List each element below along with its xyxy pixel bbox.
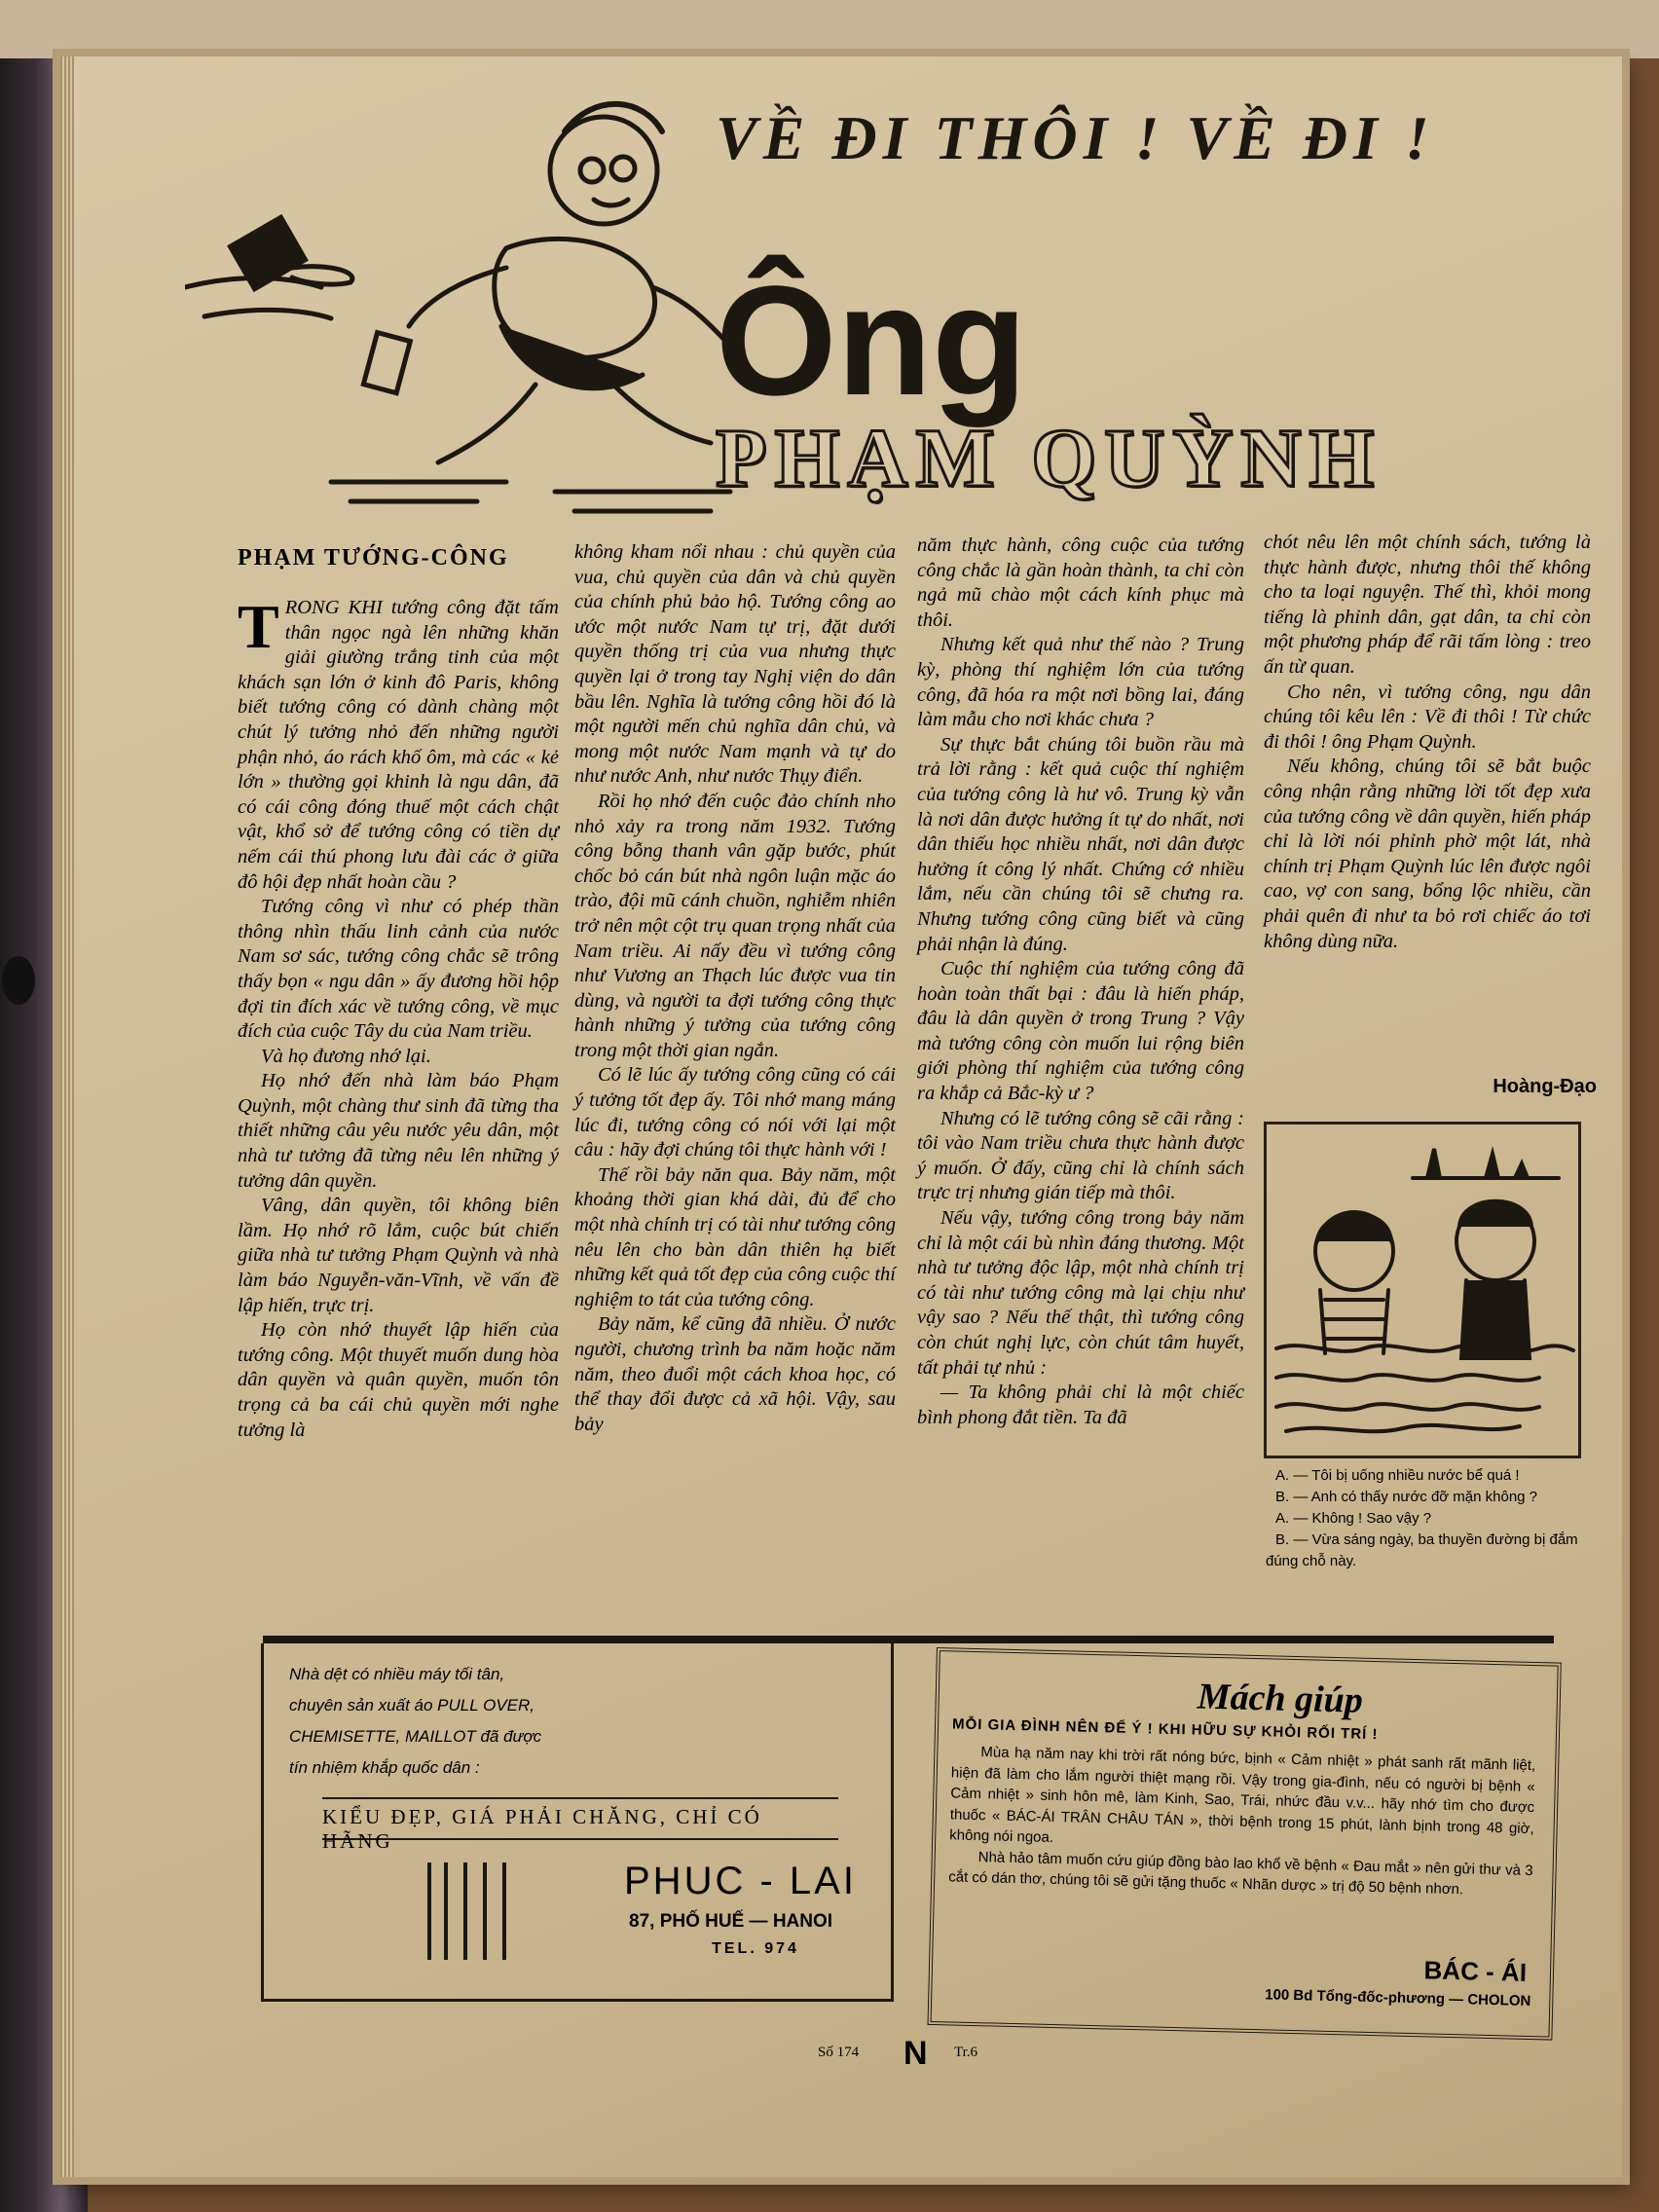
paragraph: năm thực hành, công cuộc của tướng công chắc là gần hoàn thành, ta chỉ còn ngả mũ chào một cách kính phục mà thôi. <box>917 535 1244 631</box>
paragraph: — Ta không phải chỉ là một chiếc bình phong đắt tiền. Ta đã <box>917 1382 1244 1428</box>
page-number: Tr.6 <box>954 2045 978 2060</box>
ad-brand-name: PHUC - LAI <box>624 1860 857 1902</box>
ad-address: 87, PHỐ HUẾ — HANOI <box>629 1911 833 1932</box>
paragraph: Rồi họ nhớ đến cuộc đảo chính nho nhỏ xảy ra trong năm 1932. Tướng công bỗng thanh vân gặp bước, phút chốc bỏ cán bút nhà ngôn luận mặc áo trào, đội mũ cánh chuồn, nghiễm nhiên trở nên một cột trụ quan trọng nhất của Nam triều. Ai nấy đều vì tướng công như Vương an Thạch lúc được vua tin dùng, và người ta đợi tướng công thực hành những ý tưởng của tướng công trong một thời gian ngắn. <box>574 790 896 1061</box>
issue-number: Số 174 <box>818 2045 860 2060</box>
paragraph: không kham nổi nhau : chủ quyền của vua, chủ quyền của dân và chủ quyền của chính phủ bảo hộ. Tướng công ao ước một nước Nam tự trị, đặt dưới quyền thống trị của vua nhưng thực quyền lại ở trong tay Nghị viện do dân bầu lên. Nghĩa là tướng công hồi đó là một người mến chủ nghĩa dân chủ, và mong một nước Nam mạnh và tự do như nước Anh, như nước Thụy điển. <box>574 541 896 788</box>
headline-title: Ông <box>716 253 1027 427</box>
ad-brand-name: BÁC - ÁI <box>1423 1955 1528 1987</box>
ad-paragraph: Nhà hảo tâm muốn cứu giúp đồng bào lao khổ về bệnh « Đau mắt » nên gửi thư và 3 cắt có dán thơ, chúng tôi sẽ gửi tặng thuốc « Nhãn dược » trị độ 50 bệnh nhơn. <box>948 1848 1533 1899</box>
background-surface <box>0 0 1659 58</box>
drop-cap: T <box>238 592 279 661</box>
section-divider <box>263 1636 1554 1643</box>
paragraph: Tướng công vì như có phép thần thông nhìn thấu linh cảnh của nước Nam sơ sác, tướng công chắc sẽ trông thấy bọn « ngu dân » ấy đương hồi hộp đợi tin đích xác về tướng công, về mục đích của cuộc Tây du của Nam triều. <box>238 896 559 1043</box>
paragraph: Thế rồi bảy năn qua. Bảy năm, một khoảng thời gian khá dài, đủ để cho một nhà chính trị có tài như tướng công nêu lên cho bàn dân thiên hạ biết những kết quả tốt đẹp của công cuộc thí nghiệm to tát của tướng công. <box>574 1163 896 1310</box>
ad-text-line: chuyên sản xuất áo PULL OVER, <box>289 1696 535 1714</box>
paragraph: chót nêu lên một chính sách, tướng là thực hành được, nhưng thôi thế không cho ta loại nguyện. Thế thì, khỏi mong tiếng là phỉnh dân, gạt dân, ta chỉ còn một phương pháp để rãi tấm lòng : treo ấn từ quan. <box>1264 532 1591 678</box>
paragraph: Nhưng kết quả như thế nào ? Trung kỳ, phòng thí nghiệm lớn của tướng công, đã hóa ra một nơi bồng lai, đáng làm mẫu cho nơi khác chưa ? <box>917 634 1244 731</box>
ad-text-line: Nhà dệt có nhiều máy tối tân, <box>289 1665 505 1683</box>
paragraph: TRONG KHI tướng công đặt tấm thân ngọc ngà lên những khăn giải giường trắng tinh của một khách sạn lớn ở kinh đô Paris, không biết tướng công có dành chàng một chút lý tưởng nhỏ đến những người phận nhỏ, áo rách khố ôm, mà các « kẻ lớn » thường gọi khinh là ngu dân, đã có cái công đóng thuế một cách chật vật, khổ sở để tướng công có tiền dự nếm cái thú phong lưu đài các ở giữa đô hội đẹp nhất hoàn cầu ? <box>238 592 559 893</box>
newspaper-logo-icon: N <box>903 2035 928 2072</box>
ad-text-line: CHEMISETTE, MAILLOT đã được <box>289 1727 542 1746</box>
paragraph: Sự thực bắt chúng tôi buồn rầu mà trả lời rằng : kết quả cuộc thí nghiệm của tướng công là hư vô. Trung kỳ vẫn là nơi dân được hưởng ít tự do nhất, nơi dân thiếu học nhiều nhất, nơi dân được hưởng ít công lý nhất. Chứng cớ nhiều lắm, nếu cần chúng tôi sẽ chưng ra. Nhưng tướng công cũng biết và cũng phải nhận là đúng. <box>917 733 1244 955</box>
article-column-1 <box>238 592 559 1613</box>
paragraph: Cho nên, vì tướng công, ngu dân chúng tôi kêu lên : Về đi thôi ! Từ chức đi thôi ! ông Phạm Quỳnh. <box>1264 681 1591 753</box>
ad-paragraph: Mùa hạ năm nay khi trời rất nóng bức, bịnh « Cảm nhiệt » phát sanh rất mãnh liệt, hiện đã làm cho lắm người thiệt mạng rồi. Vậy trong gia-đình, nếu có người bị bệnh « Cảm nhiệt » sinh hôn mê, làm Kinh, Sao, Trái, nhức đầu v.v... hãy nhớ tìm cho được thuốc « BÁC-ÁI TRÂN CHÂU TÁN », thời bệnh trong 15 phút, lành bịnh trong 48 giờ, không nói ngoa. <box>949 1744 1536 1846</box>
ad-title: Mách giúp <box>1197 1676 1364 1721</box>
author-signature: Hoàng-Đạo <box>1493 1076 1597 1097</box>
paragraph: Và họ đương nhớ lại. <box>261 1045 431 1067</box>
running-man-cartoon <box>185 92 750 521</box>
ad-address: 100 Bd Tổng-đốc-phương — CHOLON <box>1265 1986 1531 2010</box>
cartoon-caption <box>1266 1465 1582 1626</box>
caption-line: B. — Vừa sáng ngày, ba thuyền đường bị đắm đúng chỗ này. <box>1266 1531 1578 1569</box>
bac-ai-advertisement <box>928 1647 1562 2041</box>
paragraph: Họ còn nhớ thuyết lập hiến của tướng công. Một thuyết muốn dung hòa dân quyền và quân quyền, muốn tôn trọng cả ba cái chủ quyền mới nghe tưởng là <box>238 1319 559 1441</box>
paragraph: Nếu vậy, tướng công trong bảy năm chỉ là một cái bù nhìn đáng thương. Một nhà tư tưởng độc lập, một nhà chính trị có tài như tướng công mà lại chịu như vậy sao ? Nếu thế thật, thì tướng công còn chút nghị lực, còn chút tâm huyết, tất phải tự nhủ : <box>917 1207 1244 1379</box>
paragraph: Bảy năm, kể cũng đã nhiều. Ở nước người, chương trình ba năm hoặc năm năm, theo đuổi một cách khoa học, có thể thay đổi được cả xã hội. Vậy, sau bảy <box>574 1313 896 1435</box>
article-column-4 <box>1264 531 1591 1076</box>
page-footer <box>818 2035 1051 2074</box>
phuc-lai-advertisement <box>261 1643 894 2002</box>
swimmers-cartoon <box>1264 1122 1581 1458</box>
ad-slogan: KIỂU ĐẸP, GIÁ PHẢI CHĂNG, CHỈ CÓ HÃNG <box>322 1797 838 1840</box>
paragraph: Họ nhớ đến nhà làm báo Phạm Quỳnh, một chàng thư sinh đã từng tha thiết những câu yêu nước yêu dân, một nhà tư tưởng đã từng nêu lên những ý tưởng dân quyền. <box>238 1070 559 1192</box>
article-column-3 <box>917 534 1244 1614</box>
ad-body <box>947 1741 1536 1950</box>
headline-name: PHẠM QUỲNH <box>716 411 1382 504</box>
paragraph: Vâng, dân quyền, tôi không biên lầm. Họ nhớ rõ lắm, cuộc bút chiến giữa nhà tư tưởng Phạm Quỳnh và nhà làm báo Nguyễn-văn-Vĩnh, về vấn đề lập hiến, trực trị. <box>238 1195 559 1316</box>
ad-subtitle: MỖI GIA ĐÌNH NÊN ĐỂ Ý ! KHI HỮU SỰ KHỎI RỐI TRÍ ! <box>951 1715 1379 1744</box>
caption-line: A. — Không ! Sao vậy ? <box>1275 1510 1432 1527</box>
page-stack-edge <box>60 56 74 2177</box>
ad-telephone: TEL. 974 <box>712 1940 799 1957</box>
caption-line: A. — Tôi bị uống nhiều nước bể quá ! <box>1275 1467 1520 1484</box>
paragraph: Cuộc thí nghiệm của tướng công đã hoàn toàn thất bại : đâu là hiến pháp, đâu là dân quyền ở trong Trung ? Vậy mà tướng công còn muốn lui rộng biên giới phòng thí nghiệm của tướng công ra khắp cả Bắc-kỳ ư ? <box>917 958 1244 1105</box>
headline-kicker: VỀ ĐI THÔI ! VỀ ĐI ! <box>716 103 1435 172</box>
article-column-2 <box>574 540 896 1611</box>
paragraph: Nếu không, chúng tôi sẽ bắt buộc công nhận rằng những lời tốt đẹp xưa của tướng công về dân quyền, hiến pháp chỉ là lời nói phỉnh phờ một lát, nhà chính trị Phạm Quỳnh lúc lên được ngôi cao, vợ con sang, bổng lộc nhiều, cần phải quên đi như ta bỏ rơi chiếc áo tơi không dùng nữa. <box>1264 756 1591 952</box>
cabinet-knob <box>2 956 35 1005</box>
caption-line: B. — Anh có thấy nước đỡ mặn không ? <box>1275 1489 1538 1505</box>
ad-text-line: tín nhiệm khắp quốc dân : <box>289 1758 480 1777</box>
article-byline: PHẠM TƯỚNG-CÔNG <box>238 545 509 571</box>
paragraph: Có lẽ lúc ấy tướng công cũng có cái ý tưởng tốt đẹp ấy. Tôi nhớ mang máng lúc đi, tướng công có nói với lại một câu : hãy đợi chúng tôi thực hành với ! <box>574 1064 896 1161</box>
decorative-bars-icon <box>424 1862 512 1960</box>
paragraph: Nhưng có lẽ tướng công sẽ cãi rằng : tôi vào Nam triều chưa thực hành được ý muốn. Ở đấy, cũng chỉ là chính sách trực trị nhưng gián tiếp mà thôi. <box>917 1107 1244 1204</box>
